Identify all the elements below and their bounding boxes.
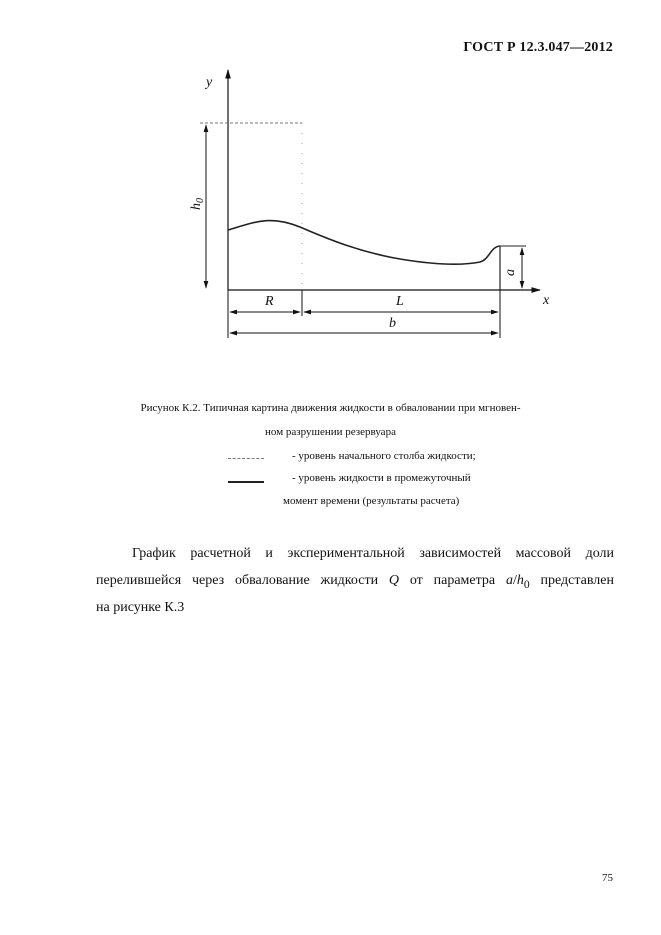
liquid-motion-diagram bbox=[0, 0, 661, 360]
figure-caption-line-1: Рисунок К.2. Типичная картина движения жидкости в обваловании при мгновен- bbox=[140, 402, 521, 414]
page-number: 75 bbox=[602, 872, 613, 884]
paragraph-line-1: График расчетной и экспериментальной зависимостей массовой доли bbox=[132, 546, 614, 561]
b-label: b bbox=[389, 316, 396, 331]
legend-solid-line-sample bbox=[228, 481, 264, 483]
a-label: a bbox=[503, 269, 518, 276]
liquid-surface-curve bbox=[228, 221, 500, 265]
h0-label: $h_0$ bbox=[189, 198, 206, 210]
legend-solid-text-2: момент времени (результаты расчета) bbox=[283, 495, 460, 507]
document-header: ГОСТ Р 12.3.047—2012 bbox=[463, 40, 613, 55]
R-label: R bbox=[265, 294, 274, 309]
x-axis-label: x bbox=[543, 293, 550, 308]
paragraph-line-3: на рисунке К.3 bbox=[96, 600, 185, 615]
y-axis-label: y bbox=[206, 75, 213, 90]
legend-dashed-text: - уровень начального столба жидкости; bbox=[292, 450, 476, 462]
L-label: L bbox=[396, 294, 404, 309]
legend-dashed-line-sample bbox=[228, 458, 264, 459]
legend-solid-text-1: - уровень жидкости в промежуточный bbox=[292, 472, 471, 484]
paragraph-line-2: перелившейся через обвалование жидкости Q от параметра $a/h_0$ представлен bbox=[96, 573, 614, 591]
figure-caption-line-2: ном разрушении резервуара bbox=[265, 426, 396, 438]
